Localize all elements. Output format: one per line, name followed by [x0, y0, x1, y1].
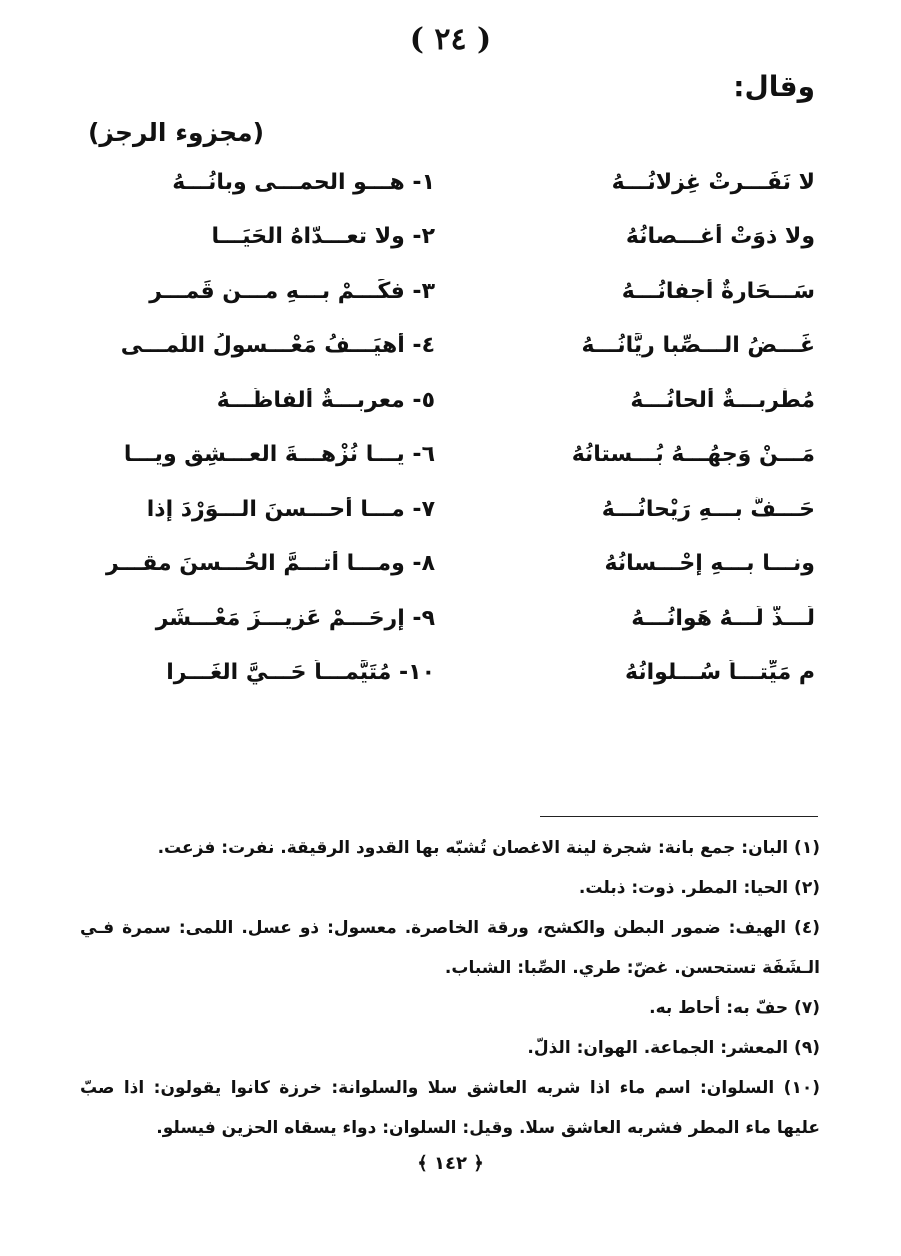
footnote: (٧) حفّ به: أحاط به.: [649, 998, 820, 1018]
footnote: (٤) الهيف: ضمور البطن والكشح، ورقة الخاصرة. معسول: ذو عسل. اللمى: سمرة فـي الـشَفَة تستحسن. غضّ: طري. الصِّبا: الشباب.: [80, 918, 820, 978]
meter-label: (مجزوء الرجز): [88, 118, 265, 147]
first-hemistich: ٩- إرحَـــمْ عَزيـــزَ مَعْـــشَرٍ: [155, 605, 435, 631]
footnote: (١) البان: جمع بانة: شجرة لينة الاغصان تُشبّه بها القدود الرقيقة. نفرت: فزعت.: [157, 838, 820, 858]
verse: [90, 537, 815, 592]
footnote: (٢) الحيا: المطر. ذوت: ذبلت.: [578, 878, 820, 898]
page-number: ﴿ ١٤٢ ﴾: [417, 1153, 484, 1174]
first-hemistich: ١٠- مُتَيَّمـــاً حَـــيَّ الغَـــرا: [166, 660, 435, 686]
second-hemistich: ولا ذوَتْ أغـــصانُهُ: [625, 224, 815, 250]
second-hemistich: حَـــفَّ بـــهِ رَيْحانُـــهُ: [601, 496, 815, 522]
verse: [90, 155, 815, 210]
second-hemistich: مِ مَيِّتـــاً سُـــلوانُهُ: [625, 660, 815, 686]
verse: [90, 646, 815, 701]
verse: [90, 319, 815, 374]
first-hemistich: ٦- يـــا نُزْهـــةَ العـــشِقِ ويـــا: [123, 442, 435, 468]
footnote: (٩) المعشر: الجماعة. الهوان: الذلّ.: [527, 1038, 820, 1058]
page-marker-top: ( ٢٤ ): [409, 22, 492, 57]
verse: [90, 482, 815, 537]
first-hemistich: ٧- مـــا أحـــسنَ الـــوَرْدَ إذا: [146, 496, 435, 522]
footnote: (١٠) السلوان: اسم ماء اذا شربه العاشق سلا والسلوانة: خرزة كانوا يقولون: اذا صبّ عليها ماء المطر فشربه العاشق سلا. وقيل: السلوان: دواء يسقاه الحزين فيسلو.: [80, 1078, 820, 1138]
first-hemistich: ٨- ومـــا أتـــمَّ الحُـــسنَ مقـــر: [105, 551, 435, 577]
poem: [90, 155, 815, 700]
verse: [90, 264, 815, 319]
second-hemistich: لا نَفَـــرتْ غِزلانُـــهُ: [611, 169, 815, 195]
first-hemistich: ٣- فكَـــمْ بـــهِ مـــن قَمـــرٍ: [149, 278, 435, 304]
second-hemistich: ونـــا بـــهِ إحْـــسانُهُ: [604, 551, 815, 577]
verse: [90, 210, 815, 265]
footnote-divider: [540, 816, 818, 817]
second-hemistich: مَـــنْ وَجهُـــهُ بُـــستانُهُ: [571, 442, 815, 468]
footnotes: [80, 828, 820, 1148]
first-hemistich: ٤- أهيَـــفُ مَعْـــسولُ اللُمـــى: [120, 333, 435, 359]
second-hemistich: سَـــحَارةٌ أجفانُـــهُ: [621, 278, 815, 304]
first-hemistich: ٢- ولا تعـــدّاهُ الحَيَـــا: [211, 224, 435, 250]
first-hemistich: ١- هـــو الحمـــى وبانُـــهُ: [172, 169, 435, 195]
verse: [90, 428, 815, 483]
first-hemistich: ٥- معربـــةٌ ألفاظُـــهُ: [216, 387, 435, 413]
second-hemistich: غَـــضُ الـــصِّبا ريَّانُـــهُ: [581, 333, 815, 359]
second-hemistich: مُطْربـــةٌ ألحانُـــهُ: [630, 387, 815, 413]
intro-heading: وقال:: [733, 70, 815, 103]
second-hemistich: لَـــذَّ لَـــهُ هَوانُـــهُ: [631, 605, 815, 631]
verse: [90, 373, 815, 428]
verse: [90, 591, 815, 646]
